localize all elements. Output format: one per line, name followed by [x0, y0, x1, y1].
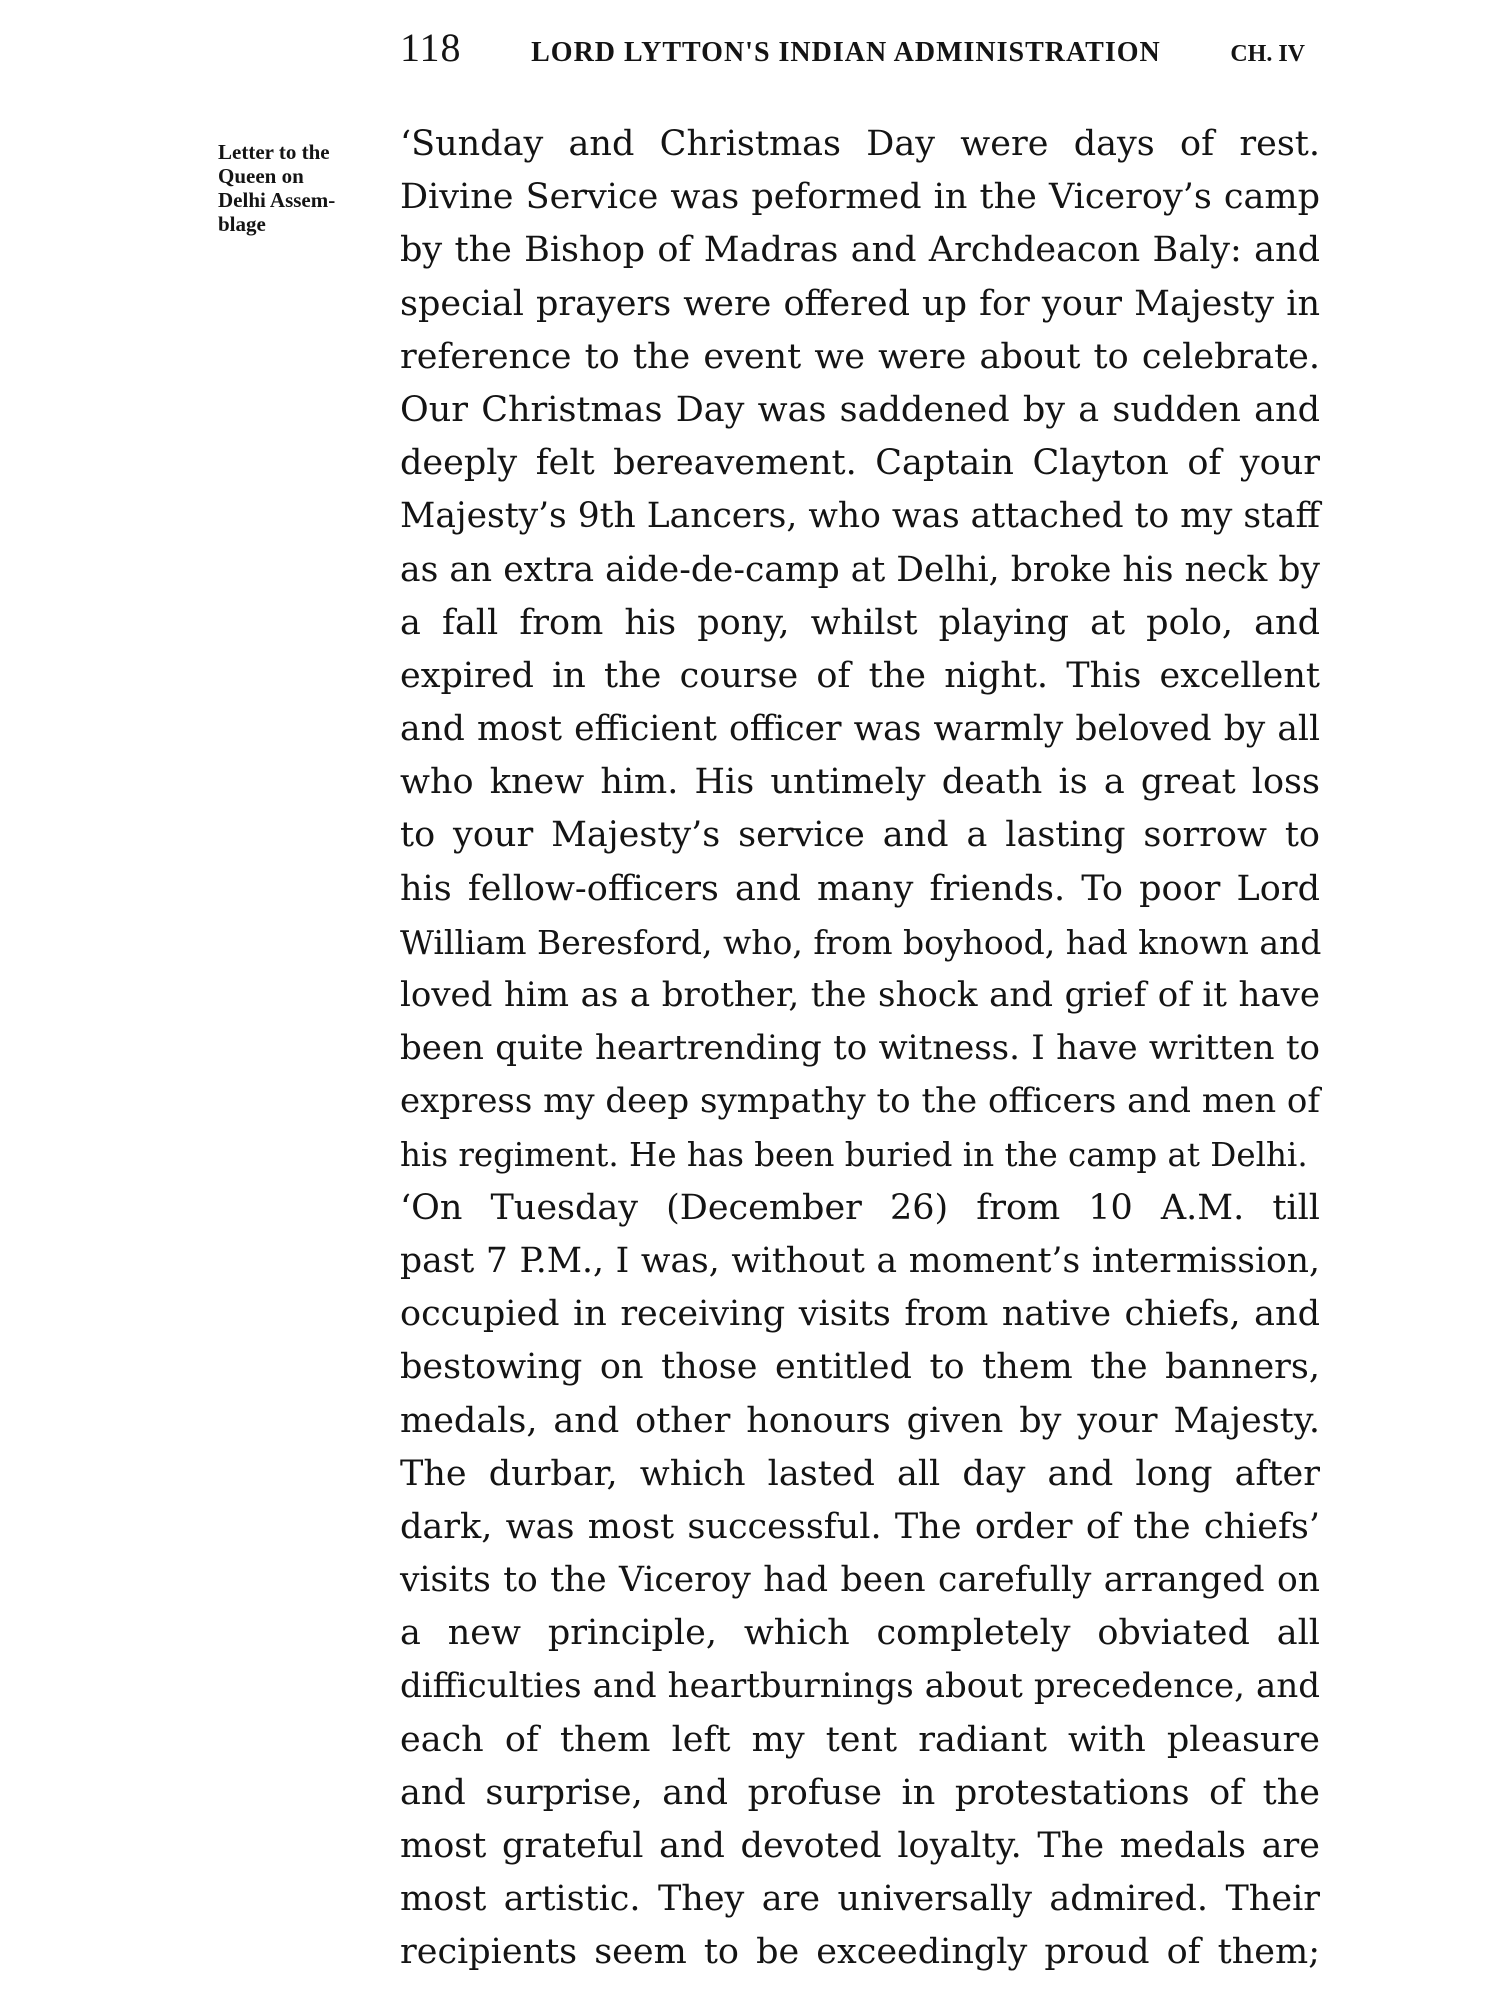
text-line: recipients seem to be exceedingly proud of them; [400, 1932, 1320, 1973]
text-line: William Beresford, who, from boyhood, had known and [400, 922, 1322, 962]
running-head [400, 24, 1305, 74]
text-line: his fellow-officers and many friends. To poor Lord [400, 868, 1320, 909]
text-line: occupied in receiving visits from native chiefs, and [400, 1294, 1320, 1335]
text-line: Majesty’s 9th Lancers, who was attached to my staff [400, 496, 1320, 537]
margin-note-line: blage [218, 212, 266, 236]
text-line: past 7 P.M., I was, without a moment’s intermission, [400, 1240, 1320, 1281]
text-line: ‘Sunday and Christmas Day were days of rest. [400, 124, 1320, 164]
text-line: who knew him. His untimely death is a great loss [400, 762, 1320, 803]
text-line: medals, and other honours given by your Majesty. [400, 1400, 1320, 1441]
margin-note-line: Delhi Assem- [218, 188, 336, 212]
text-line: and most efficient officer was warmly beloved by all [400, 709, 1320, 750]
text-line: his regiment. He has been buried in the camp at Delhi. [400, 1135, 1308, 1174]
text-line: by the Bishop of Madras and Archdeacon Baly: and [400, 230, 1320, 271]
text-line: reference to the event we were about to celebrate. [400, 336, 1320, 377]
text-line: Our Christmas Day was saddened by a sudden and [400, 389, 1320, 430]
text-line: as an extra aide-de-camp at Delhi, broke his neck by [400, 549, 1320, 590]
text-line: to your Majesty’s service and a lasting sorrow to [400, 815, 1320, 856]
margin-note-line: Letter to the [218, 140, 330, 164]
text-line: most artistic. They are universally admired. Their [400, 1879, 1320, 1920]
text-line: each of them left my tent radiant with pleasure [400, 1719, 1320, 1760]
body-text [400, 118, 1320, 1980]
text-line: loved him as a brother, the shock and grief of it have [400, 975, 1320, 1015]
text-line: bestowing on those entitled to them the banners, [400, 1347, 1320, 1388]
text-line: special prayers were offered up for your Majesty in [400, 283, 1320, 324]
page-number: 118 [400, 25, 462, 70]
text-line: ‘On Tuesday (December 26) from 10 A.M. till [400, 1187, 1320, 1228]
text-line: dark, was most successful. The order of the chiefs’ [400, 1506, 1320, 1547]
text-line: been quite heartrending to witness. I have written to [400, 1028, 1320, 1069]
text-line: Divine Service was peformed in the Viceroy’s camp [400, 177, 1320, 218]
text-line: expired in the course of the night. This excellent [400, 655, 1320, 696]
text-line: express my deep sympathy to the officers and men of [400, 1081, 1320, 1122]
margin-note-line: Queen on [218, 164, 304, 188]
text-line: The durbar, which lasted all day and long after [400, 1453, 1320, 1494]
running-title: LORD LYTTON'S INDIAN ADMINISTRATION [531, 37, 1161, 68]
text-line: visits to the Viceroy had been carefully arranged on [400, 1560, 1320, 1601]
text-line: deeply felt bereavement. Captain Clayton of your [400, 443, 1320, 484]
text-line: and surprise, and profuse in protestations of the [400, 1772, 1320, 1813]
margin-note [218, 140, 390, 236]
text-line: a new principle, which completely obviated all [400, 1613, 1320, 1654]
text-line: most grateful and devoted loyalty. The medals are [400, 1826, 1320, 1866]
text-line: difficulties and heartburnings about precedence, and [400, 1666, 1320, 1707]
text-line: a fall from his pony, whilst playing at polo, and [400, 602, 1320, 643]
chapter-mark: CH. IV [1230, 41, 1305, 67]
